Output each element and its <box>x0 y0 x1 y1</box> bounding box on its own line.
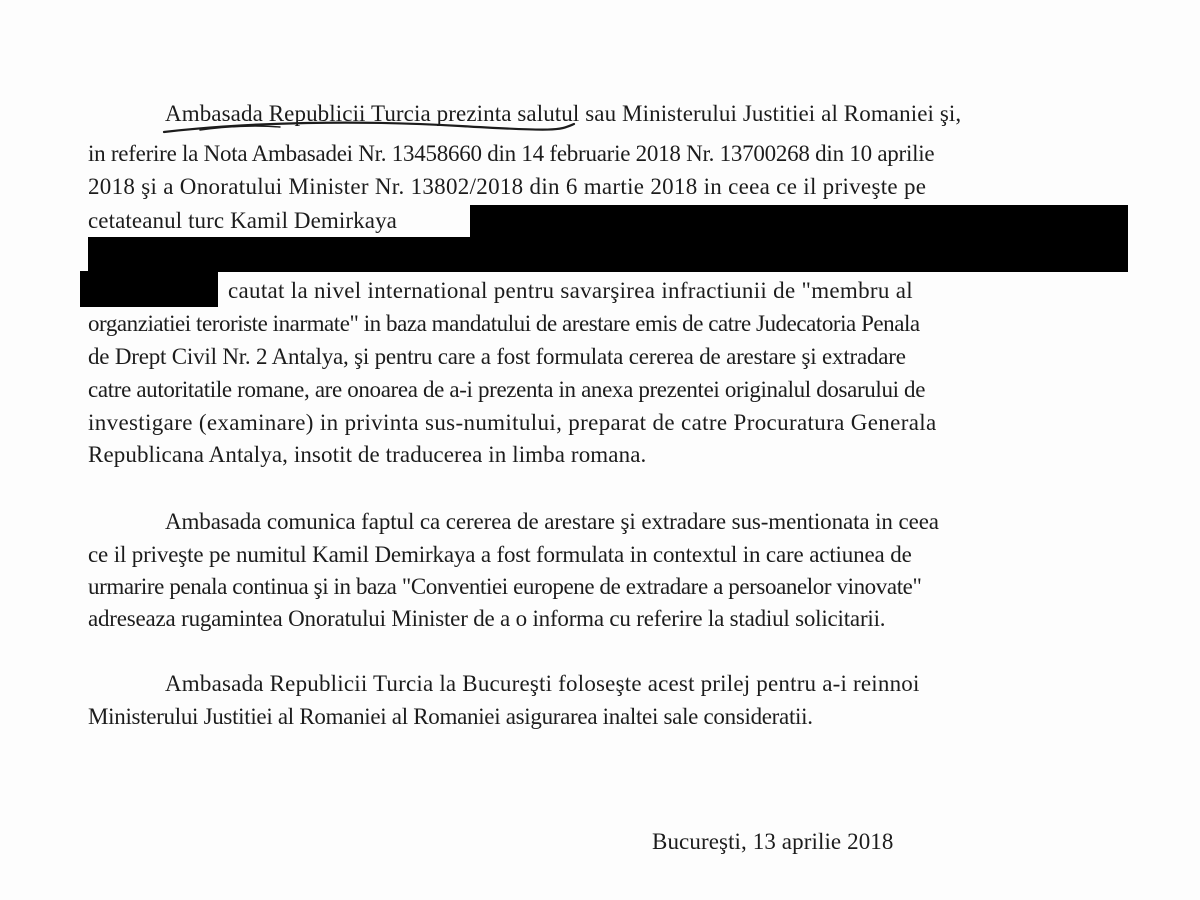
paragraph-3-line-1: Ambasada Republicii Turcia la Bucureşti foloseşte acest prilej pentru a-i reinnoi <box>165 671 920 696</box>
paragraph-1-line-3: 2018 şi a Onoratului Minister Nr. 13802/2018 din 6 martie 2018 in ceea ce il priveşte pe <box>88 174 927 199</box>
paragraph-1-line-2: in referire la Nota Ambasadei Nr. 13458660 din 14 februarie 2018 Nr. 13700268 din 10 aprilie <box>88 141 935 166</box>
paragraph-2-line-4: adreseaza rugamintea Onoratului Minister de a o informa cu referire la stadiul solicitarii. <box>88 606 886 631</box>
redaction-block-3 <box>80 271 218 307</box>
redaction-block-2 <box>88 237 1128 272</box>
paragraph-1-line-10: investigare (examinare) in privinta sus-numitului, preparat de catre Procuratura Generala <box>88 410 937 435</box>
paragraph-1-line-11: Republicana Antalya, insotit de traducerea in limba romana. <box>88 442 647 467</box>
embassy-name-underlined: Ambasada Republicii Turcia <box>165 101 431 126</box>
paragraph-3-line-2: Ministerului Justitiei al Romaniei al Romaniei asigurarea inaltei sale consideratii. <box>88 704 813 729</box>
paragraph-2-line-2: ce il priveşte pe numitul Kamil Demirkaya a fost formulata in contextul in care actiunea de <box>88 542 912 567</box>
paragraph-1-line-7: organziatiei teroriste inarmate" in baza mandatului de arestare emis de catre Judecatoria Penala <box>88 311 920 336</box>
paragraph-1-line-1: Ambasada Republicii Turcia prezinta salutul sau Ministerului Justitiei al Romaniei şi, <box>165 101 962 126</box>
paragraph-2-line-3: urmarire penala continua şi in baza "Conventiei europene de extradare a persoanelor vinovate" <box>88 574 922 599</box>
redaction-block-1 <box>470 205 1128 241</box>
dateline: Bucureşti, 13 aprilie 2018 <box>652 829 894 854</box>
paragraph-1-line-6: cautat la nivel international pentru savarşirea infractiunii de "membru al <box>228 278 913 303</box>
paragraph-1-line-4: cetateanul turc Kamil Demirkaya <box>88 208 397 233</box>
paragraph-1-line-8: de Drept Civil Nr. 2 Antalya, şi pentru care a fost formulata cererea de arestare şi extradare <box>88 344 906 369</box>
paragraph-1-line-9: catre autoritatile romane, are onoarea de a-i prezenta in anexa prezentei originalul dosarului de <box>88 377 926 402</box>
paragraph-2-line-1: Ambasada comunica faptul ca cererea de arestare şi extradare sus-mentionata in ceea <box>165 509 939 534</box>
